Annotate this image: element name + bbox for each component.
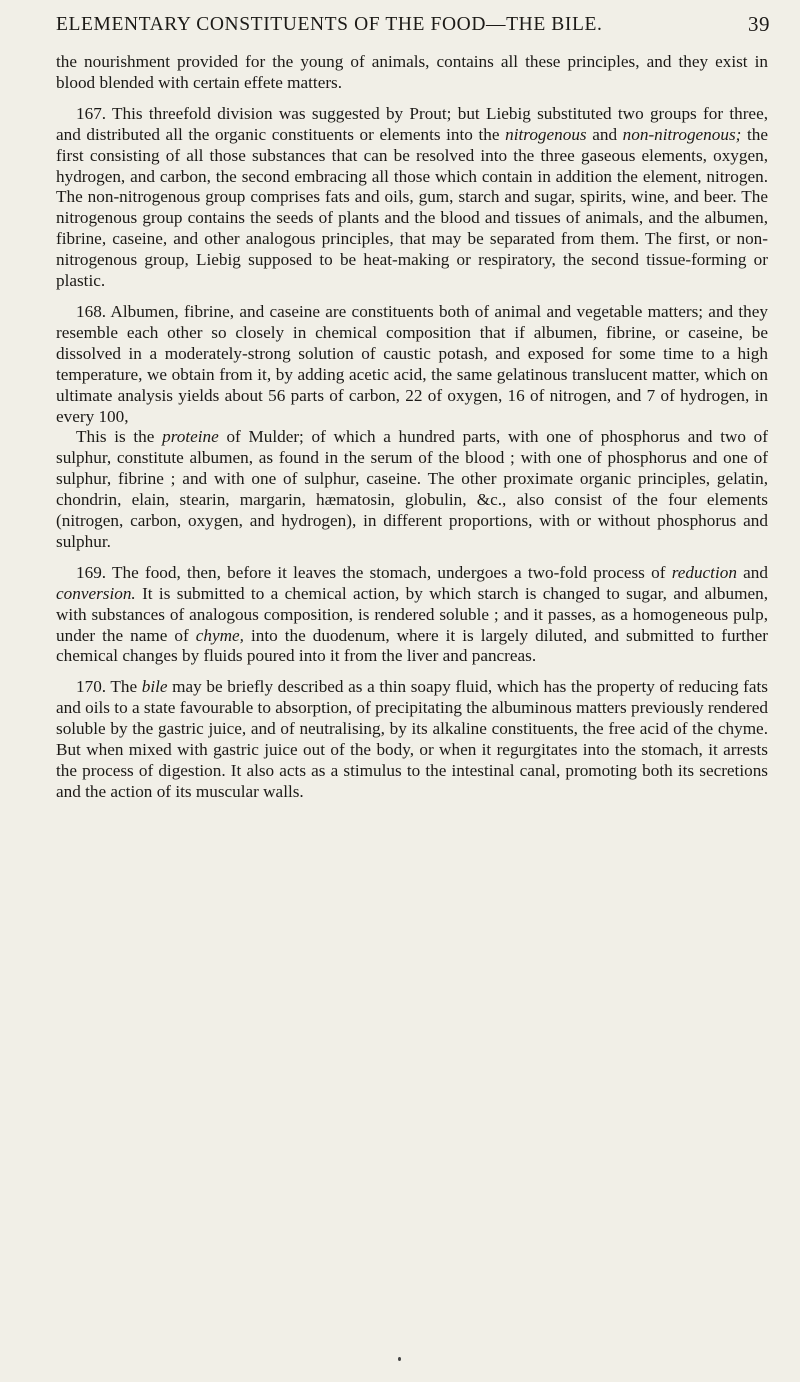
page-header (56, 8, 770, 52)
paragraph-text: may be briefly described as a thin soapy fluid, which has the property of reducing fats and oils to a state favourable to absorption, of precipitating the albuminous matters previously rendered soluble by the gastric juice, and of neutralising, by its alkaline constituents, the free acid of the chyme. But when mixed with gastric juice out of the body, or when it regurgitates into the stomach, it arrests the process of digestion. It also acts as a stimulus to the intestinal canal, promoting both its secretions and the action of its muscular walls. (56, 677, 768, 801)
paragraph-167 (56, 104, 768, 292)
paragraph-number: 169. (76, 562, 107, 582)
paragraph-text: It is submitted to a chemical action, by which starch is changed to sugar, and albumen, with substances of analogous composition, is rendered soluble ; and it passes, as a homogeneous pulp, under the name of (56, 583, 768, 645)
running-title: ELEMENTARY CONSTITUENTS OF THE FOOD—THE BILE. (56, 14, 603, 35)
italic-term: reduction (671, 562, 737, 582)
italic-term: proteine (162, 427, 219, 447)
paragraph-text: This is the (76, 427, 163, 447)
paragraph-proteine (56, 427, 768, 552)
body-text (56, 52, 768, 803)
italic-term: nitrogenous (505, 124, 587, 144)
paragraph-170 (56, 677, 768, 802)
paragraph-text: and (736, 562, 768, 582)
italic-term: bile (141, 677, 168, 697)
paragraph-number: 170. (76, 677, 107, 697)
italic-term: non-nitrogenous; (622, 124, 742, 144)
paragraph-number: 167. (76, 103, 107, 123)
italic-term: conversion. (56, 583, 136, 603)
paragraph-text: the first consisting of all those substances that can be resolved into the three gaseous elements, oxygen, hydrogen, and carbon, the second embracing all those which contain in addition the element, nitrogen. The non-nitrogenous group comprises fats and oils, gum, starch and sugar, spirits, wine, and beer. The nitrogenous group contains the seeds of plants and the blood and tissues of animals, and the albumen, fibrine, caseine, and other analogous principles, that may be separated from them. The first, or non-nitrogenous group, Liebig supposed to be heat-making or respiratory, the second tissue-forming or plastic. (56, 124, 768, 291)
paragraph-text: Albumen, fibrine, and caseine are constituents both of animal and vegetable matters; and they resemble each other so closely in chemical composition that if albumen, fibrine, or caseine, be dissolved in a moderately-strong solution of caustic potash, and exposed for some time to a high temperature, we obtain from it, by adding acetic acid, the same gelatinous translucent matter, which on ultimate analysis yields about 56 parts of carbon, 22 of oxygen, 16 of nitrogen, and 7 of hydrogen, in every 100, (56, 301, 768, 426)
italic-term: chyme, (195, 625, 244, 645)
paragraph-number: 168. (76, 301, 107, 321)
paragraph-text: the nourishment provided for the young of animals, contains all these principles, and they exist in blood blended with certain effete matters. (56, 52, 768, 92)
paragraph-text: The (106, 677, 142, 697)
paragraph-text: This threefold division was suggested by Prout; but Liebig substituted two groups for three, and distributed all the organic constituents or elements into the (56, 103, 768, 144)
paragraph-text: and (586, 124, 623, 144)
paragraph-text: of Mulder; of which a hundred parts, with one of phosphorus and two of sulphur, constitute albumen, as found in the serum of the blood ; with one of phosphorus and one of sulphur, fibrine ; and with one of sulphur, caseine. The other proximate organic principles, gelatin, chondrin, elain, stearin, margarin, hæmatosin, globulin, &c., also consist of the four elements (nitrogen, carbon, oxygen, and hydrogen), in different proportions, with or without phosphorus and sulphur. (56, 427, 768, 551)
paragraph-168 (56, 302, 768, 427)
paragraph-continuation (56, 52, 768, 94)
paragraph-text: The food, then, before it leaves the stomach, undergoes a two-fold process of (106, 562, 672, 582)
paragraph-text: into the duodenum, where it is largely diluted, and submitted to further chemical changes by fluids poured into it from the liver and pancreas. (56, 625, 769, 666)
print-speck (398, 1357, 401, 1361)
paragraph-169 (56, 563, 768, 668)
page-number: 39 (748, 12, 770, 36)
